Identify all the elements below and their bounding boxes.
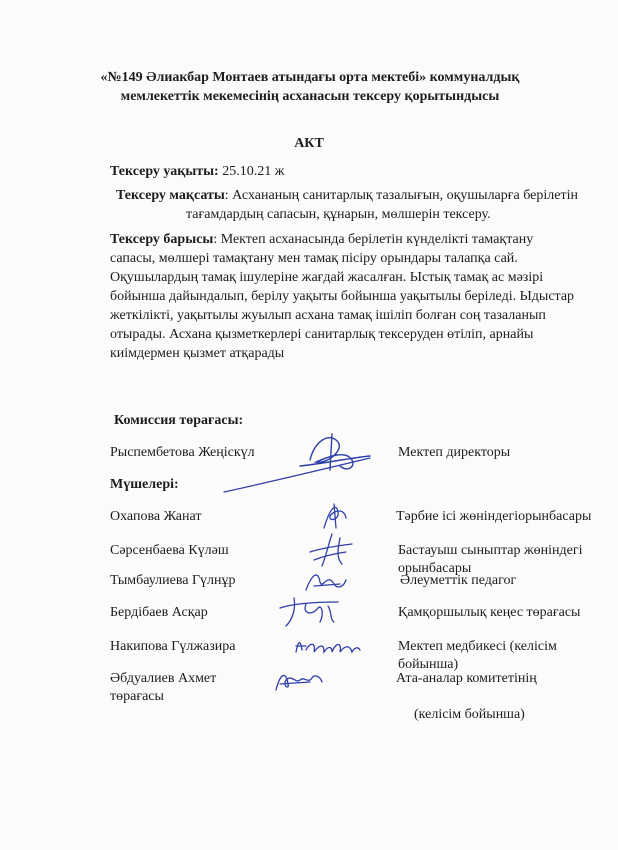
member-signature <box>272 592 352 632</box>
title-line-2: мемлекеттік мекемесінің асханасын тексеру қорытындысы <box>120 89 500 104</box>
progress-line-6: отырады. Асхана қызметкерлері санитарлық тексеруден өтіліп, арнайы <box>110 327 534 342</box>
chair-signature <box>220 420 380 500</box>
chair-name: Рыспембетова Жеңіскүл <box>110 445 255 460</box>
members-heading: Мүшелері: <box>110 477 179 492</box>
member-name: Сәрсенбаева Күләш <box>110 543 229 558</box>
date-label: Тексеру уақыты: <box>110 164 219 179</box>
title-line-1: «№149 Әлиакбар Монтаев атындағы орта мектебі» коммуналдық <box>100 70 520 85</box>
member-signature <box>270 664 330 698</box>
member-role: Әлеуметтік педагог <box>400 573 517 588</box>
act-heading: АКТ <box>294 136 324 151</box>
member-role: Ата-аналар комитетінің <box>396 671 537 686</box>
date-value: 25.10.21 ж <box>218 164 285 179</box>
purpose-label: Тексеру мақсаты <box>116 188 225 203</box>
member-name-line-2: төрағасы <box>110 689 164 704</box>
inspection-purpose <box>110 186 580 224</box>
progress-line-7: киімдермен қызмет атқарады <box>110 346 285 361</box>
member-role: Бастауыш сыныптар жөніндегі орынбасары <box>398 543 583 576</box>
member-role: Мектеп медбикесі (келісім бойынша) <box>398 639 557 672</box>
member-signature <box>316 498 356 534</box>
document-title <box>60 68 560 106</box>
member-role-line-2: (келісім бойынша) <box>414 707 525 722</box>
chair-heading: Комиссия төрағасы: <box>114 413 244 428</box>
progress-line-1: : Мектеп асханасында берілетін күнделікті тамақтану <box>213 232 534 247</box>
member-signature <box>290 628 366 664</box>
purpose-line-2: тағамдардың сапасын, құнарын, мөлшерін тексеру. <box>186 207 491 222</box>
member-role: Тәрбие ісі жөніндегіорынбасары <box>396 509 592 524</box>
member-name: Накипова Гүлжазира <box>110 639 236 654</box>
progress-line-2: сапасы, мөлшері тамақтану мен тамақ пісіру орындары талапқа сай. <box>110 251 518 266</box>
member-name: Бердібаев Асқар <box>110 605 208 620</box>
progress-label: Тексеру барысы <box>110 232 214 247</box>
inspection-date <box>110 162 284 181</box>
chair-role: Мектеп директоры <box>398 445 511 460</box>
member-name: Охапова Жанат <box>110 509 202 524</box>
member-name: Әбдуалиев Ахмет <box>110 671 217 686</box>
purpose-line-1: : Асхананың санитарлық тазалығын, оқушыларға берілетін <box>224 188 578 203</box>
member-role: Қамқоршылық кеңес төрағасы <box>398 605 581 620</box>
progress-line-3: Оқушылардың тамақ ішулеріне жағдай жасалған. Ыстық тамақ ас мәзірі <box>110 270 544 285</box>
progress-line-4: бойынша дайындалып, берілу уақыты бойынша уақытылы беріледі. Ыдыстар <box>110 289 575 304</box>
member-name: Тымбаулиева Гүлнұр <box>110 573 236 588</box>
inspection-progress <box>110 230 590 363</box>
progress-line-5: жеткілікті, уақытылы жуылып асхана тамақ ішіліп болған соң тазаланып <box>110 308 546 323</box>
